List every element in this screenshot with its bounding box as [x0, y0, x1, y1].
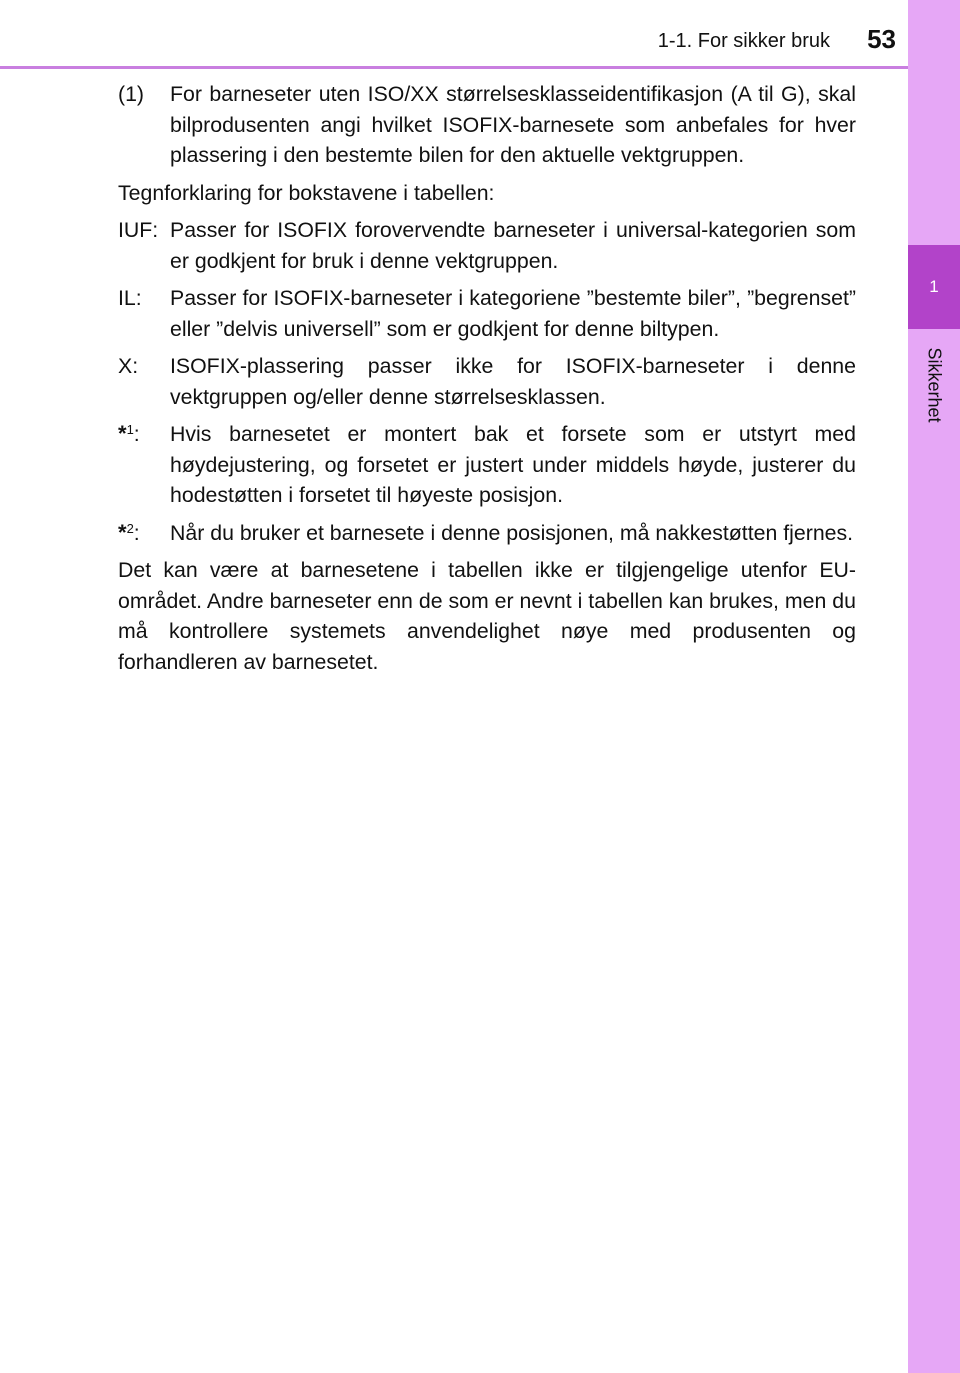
- legend-label: IL:: [118, 286, 142, 310]
- legend-item-x: [118, 351, 856, 412]
- note-text: Når du bruker et barnesete i denne posisjonen, må nakkestøtten fjernes.: [170, 520, 854, 545]
- note-label: [118, 419, 140, 450]
- legend-text: Passer for ISOFIX-barneseter i kategoriene ”bestemte biler”, ”begrenset” eller ”delvis universell” som er godkjent for denne biltypen.: [170, 286, 856, 341]
- footnote-item-1: [118, 79, 856, 171]
- note-colon: :: [133, 520, 140, 545]
- header-divider: [0, 66, 908, 69]
- note-number: 1: [126, 422, 134, 437]
- note-text: Hvis barnesetet er montert bak et forsete som er utstyrt med høydejustering, og forsetet er justert under middels høyde, justerer du hodestøtten i forsetet til høyeste posisjon.: [170, 422, 856, 507]
- legend-text: ISOFIX-plassering passer ikke for ISOFIX-barneseter i denne vektgruppen og/eller denne størrelsesklassen.: [170, 354, 856, 409]
- section-label-vertical: Sikkerhet: [924, 347, 945, 423]
- asterisk-mark: *: [118, 421, 127, 446]
- legend-label: X:: [118, 354, 139, 378]
- note-colon: :: [133, 422, 140, 446]
- chapter-number: 1: [929, 277, 939, 296]
- note-label: [118, 518, 140, 549]
- item-text: For barneseter uten ISO/XX størrelsesklasseidentifikasjon (A til G), skal bilprodusenten angi hvilket ISOFIX-barnesete som anbefales for hver plassering i den bestemte bilen for den aktuelle vektgruppen.: [170, 82, 856, 167]
- chapter-side-tab: [908, 0, 960, 1373]
- legend-text: Passer for ISOFIX forovervendte barneseter i universal-kategorien som er godkjent for bruk i denne vektgruppen.: [170, 218, 856, 273]
- note-item-2: [118, 518, 856, 549]
- item-label: (1): [118, 82, 145, 106]
- legend-intro: Tegnforklaring for bokstavene i tabellen:: [118, 180, 495, 205]
- page-number: 53: [867, 24, 896, 54]
- chapter-number-box: [908, 245, 960, 329]
- legend-item-iuf: [118, 215, 856, 276]
- note-number: 2: [126, 520, 134, 536]
- asterisk-mark: *: [118, 519, 127, 545]
- legend-label: IUF:: [118, 218, 159, 242]
- note-item-1: [118, 419, 856, 511]
- running-header-title: 1-1. For sikker bruk: [657, 30, 830, 52]
- closing-paragraph: Det kan være at barnesetene i tabellen ikke er tilgjengelige utenfor EU-området. Andre barneseter enn de som er nevnt i tabellen kan brukes, men du må kontrollere systemets anvendelighet nøye med produsenten og forhandleren av barnesetet.: [118, 558, 856, 674]
- page-body: [118, 79, 856, 684]
- legend-item-il: [118, 283, 856, 344]
